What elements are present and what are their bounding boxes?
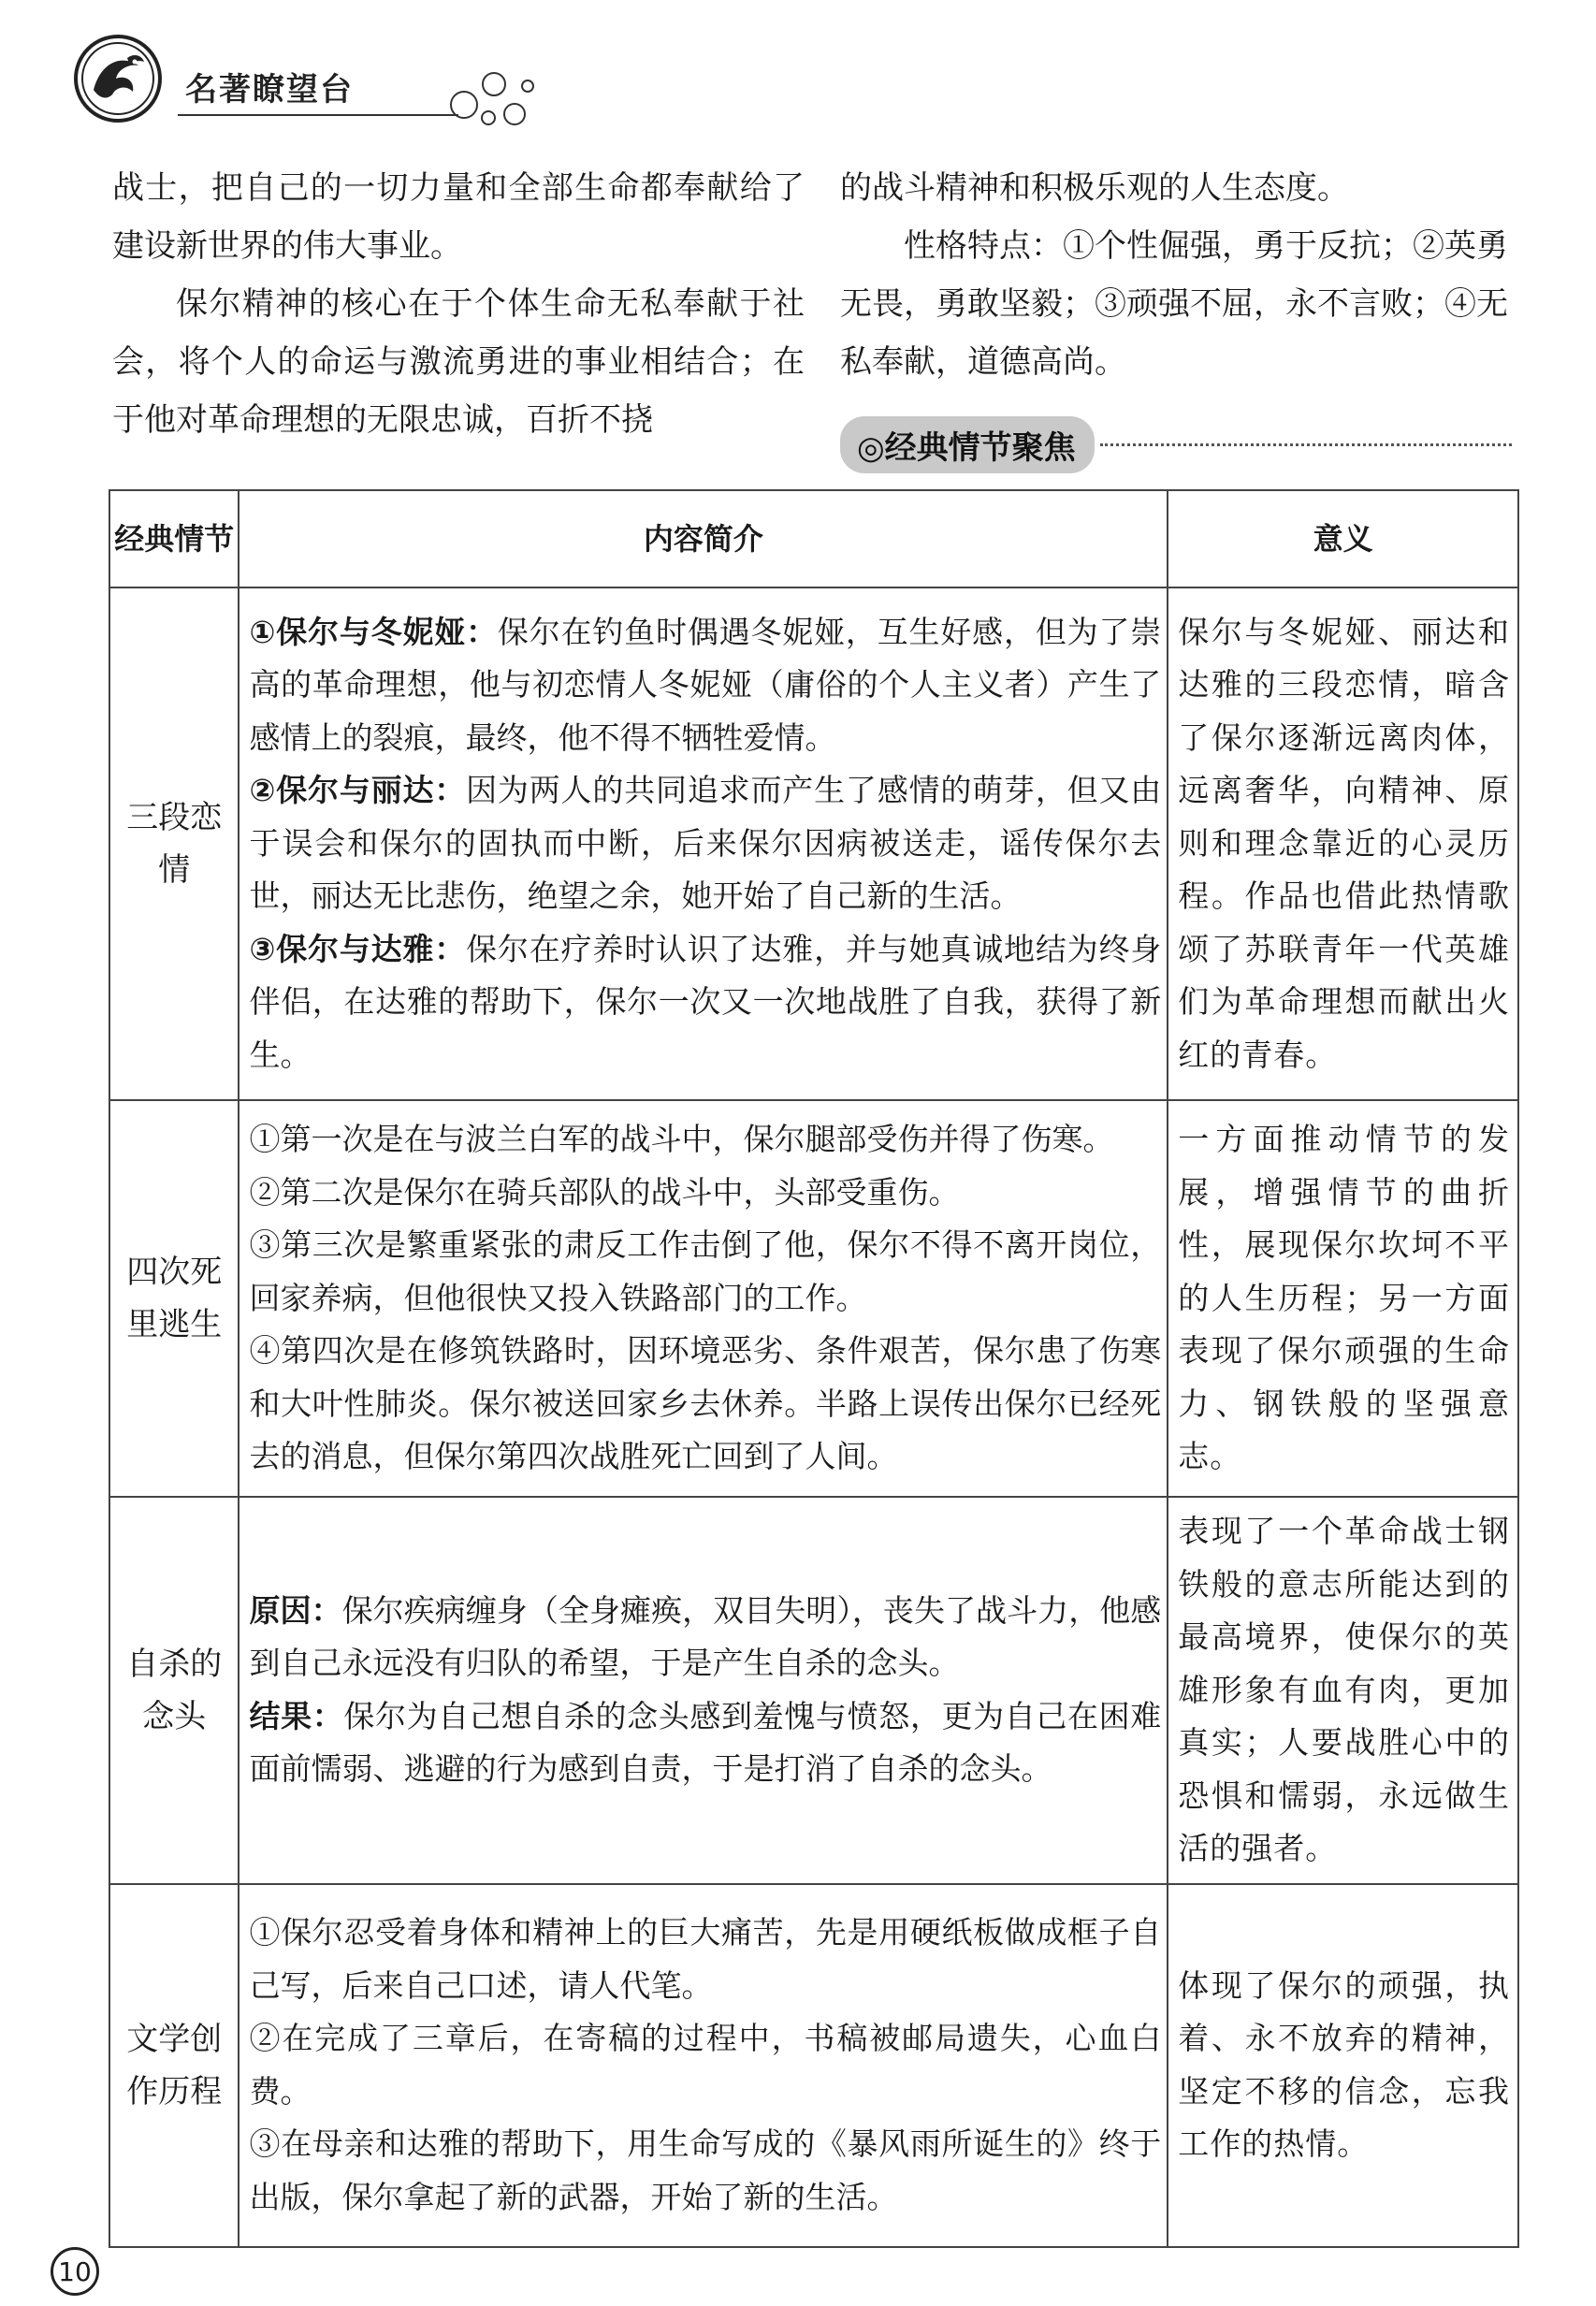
table-row — [109, 1497, 1518, 1884]
intro-right-column — [840, 159, 1532, 391]
summary-item — [249, 1585, 1161, 1690]
summary-cell — [239, 1497, 1168, 1884]
summary-item: ④第四次是在修筑铁路时，因环境恶劣、条件艰苦，保尔患了伤寒和大叶性肺炎。保尔被送回家乡去休养。半路上误传出保尔已经死去的消息，但保尔第四次战胜死亡回到了人间。 — [249, 1332, 1162, 1475]
section-heading — [840, 416, 1512, 473]
intro-paragraph: 保尔精神的核心在于个体生命无私奉献于社会，将个人的命运与激流勇进的事业相结合；在于他对革命理想的无限忠诚，百折不挠 — [112, 285, 805, 439]
meaning-cell: 一方面推动情节的发展，增强情节的曲折性，展现保尔坎坷不平的人生历程；另一方面表现了保尔顽强的生命力、钢铁般的坚强意志。 — [1168, 1100, 1518, 1497]
page-number: 10 — [51, 2247, 99, 2296]
header-summary: 内容简介 — [239, 490, 1168, 587]
plot-cell: 四次死里逃生 — [109, 1100, 239, 1497]
plot-cell: 文学创作历程 — [109, 1884, 239, 2247]
item-text: 因为两人的共同追求而产生了感情的萌芽，但又由于误会和保尔的固执而中断，后来保尔因病被送走，谣传保尔去世，丽达无比悲伤，绝望之余，她开始了自己新的生活。 — [249, 772, 1162, 915]
section-dotted-rule — [1100, 443, 1512, 446]
summary-item: ③在母亲和达雅的帮助下，用生命写成的《暴风雨所诞生的》终于出版，保尔拿起了新的武器，开始了新的生活。 — [249, 2125, 1162, 2215]
item-label: 结果： — [249, 1697, 344, 1734]
header-rule — [178, 114, 458, 116]
item-text: 保尔在钓鱼时偶遇冬妮娅，互生好感，但为了崇高的革命理想，他与初恋情人冬妮娅（庸俗的个人主义者）产生了感情上的裂痕，最终，他不得不牺牲爱情。 — [249, 613, 1162, 756]
item-text: 保尔疾病缠身（全身瘫痪，双目失明），丧失了战斗力，他感到自己永远没有归队的希望，于是产生自杀的念头。 — [249, 1591, 1162, 1682]
meaning-cell: 保尔与冬妮娅、丽达和达雅的三段恋情，暗含了保尔逐渐远离肉体，远离奢华，向精神、原则和理念靠近的心灵历程。作品也借此热情歌颂了苏联青年一代英雄们为革命理想而献出火红的青春。 — [1168, 587, 1518, 1100]
summary-item — [249, 764, 1161, 923]
header-plot: 经典情节 — [109, 490, 239, 587]
plot-cell: 自杀的念头 — [109, 1497, 239, 1884]
summary-item: ①保尔忍受着身体和精神上的巨大痛苦，先是用硬纸板做成框子自己写，后来自己口述，请人代笔。 — [249, 1914, 1162, 2004]
summary-item — [249, 606, 1161, 765]
summary-item: ②第二次是保尔在骑兵部队的战斗中，头部受重伤。 — [249, 1173, 960, 1211]
page-header — [73, 28, 559, 131]
character-traits-paragraph: 性格特点：①个性倔强，勇于反抗；②英勇无畏，勇敢坚毅；③顽强不屈，永不言败；④无私奉献，道德高尚。 — [840, 227, 1508, 381]
plot-cell: 三段恋情 — [109, 587, 239, 1100]
item-text: 保尔在疗养时认识了达雅，并与她真诚地结为终身伴侣，在达雅的帮助下，保尔一次又一次地战胜了自我，获得了新生。 — [249, 930, 1162, 1073]
summary-cell — [239, 1884, 1168, 2247]
item-label: 原因： — [249, 1591, 342, 1629]
summary-item: ③第三次是繁重紧张的肃反工作击倒了他，保尔不得不离开岗位，回家养病，但他很快又投入铁路部门的工作。 — [249, 1226, 1162, 1316]
intro-paragraph: 的战斗精神和积极乐观的人生态度。 — [840, 169, 1349, 207]
summary-item: ①第一次是在与波兰白军的战斗中，保尔腿部受伤并得了伤寒。 — [249, 1121, 1114, 1158]
dragon-logo-icon — [73, 34, 163, 123]
plot-table — [109, 489, 1519, 2248]
intro-paragraph: 战士，把自己的一切力量和全部生命都奉献给了建设新世界的伟大事业。 — [112, 169, 805, 265]
item-text: 保尔为自己想自杀的念头感到羞愧与愤怒，更为自己在困难面前懦弱、逃避的行为感到自责，于是打消了自杀的念头。 — [249, 1697, 1162, 1788]
table-header-row — [109, 490, 1518, 587]
table-row — [109, 587, 1518, 1100]
summary-item: ②在完成了三章后，在寄稿的过程中，书稿被邮局遗失，心血白费。 — [249, 2020, 1162, 2110]
item-label: ③保尔与达雅： — [249, 930, 467, 967]
summary-item — [249, 1690, 1161, 1796]
header-meaning: 意义 — [1168, 490, 1518, 587]
meaning-cell: 表现了一个革命战士钢铁般的意志所能达到的最高境界，使保尔的英雄形象有血有肉，更加真实；人要战胜心中的恐惧和懦弱，永远做生活的强者。 — [1168, 1497, 1518, 1884]
intro-left-column — [112, 159, 805, 449]
meaning-cell: 体现了保尔的顽强，执着、永不放弃的精神，坚定不移的信念，忘我工作的热情。 — [1168, 1884, 1518, 2247]
summary-cell — [239, 1100, 1168, 1497]
decorative-bubbles-icon — [447, 47, 550, 131]
summary-item — [249, 923, 1161, 1082]
summary-cell — [239, 587, 1168, 1100]
item-label: ②保尔与丽达： — [249, 772, 467, 809]
section-title: ◎经典情节聚焦 — [840, 416, 1095, 473]
header-title: 名著瞭望台 — [185, 71, 354, 109]
table-row — [109, 1884, 1518, 2247]
table-row — [109, 1100, 1518, 1497]
item-label: ①保尔与冬妮娅： — [249, 613, 498, 650]
